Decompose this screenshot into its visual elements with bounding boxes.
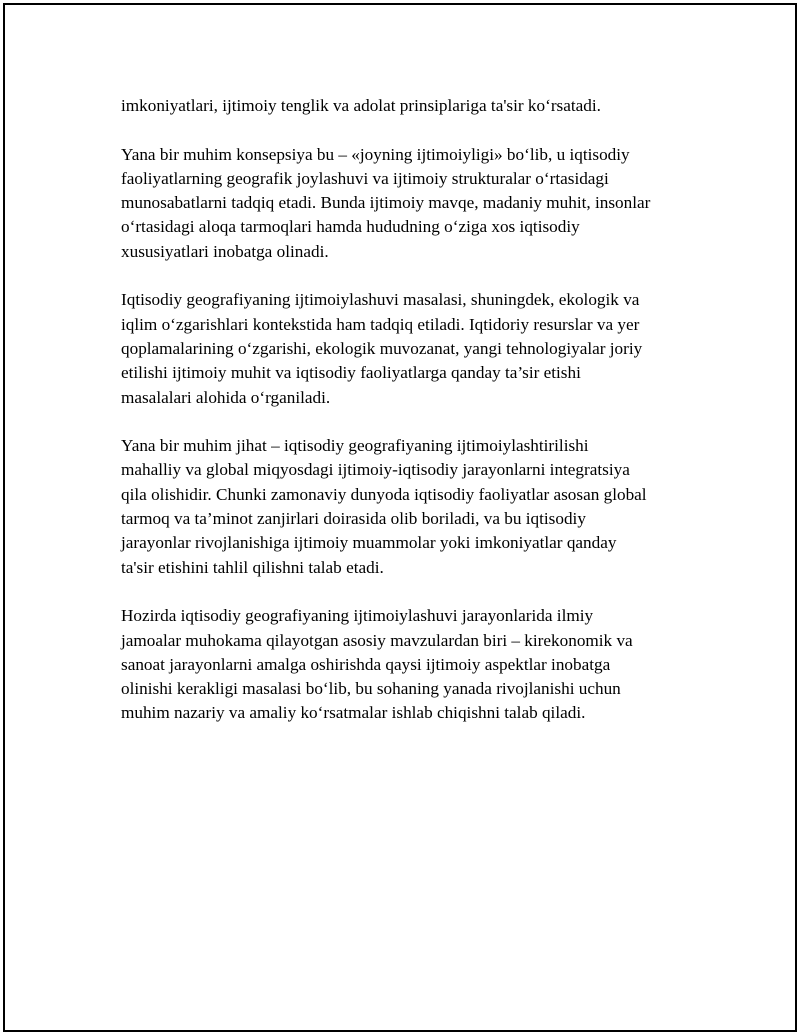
- text-line: muhim nazariy va amaliy ko‘rsatmalar ishlab chiqishni talab qiladi.: [121, 703, 586, 723]
- text-line: tarmoq va ta’minot zanjirlari doirasida olib boriladi, va bu iqtisodiy: [121, 509, 586, 529]
- text-line: masalalari alohida o‘rganiladi.: [121, 387, 331, 407]
- document-body: [121, 94, 701, 750]
- text-line: qila olishidir. Chunki zamonaviy dunyoda iqtisodiy faoliyatlar asosan global: [121, 484, 647, 504]
- text-line: Iqtisodiy geografiyaning ijtimoiylashuvi masalasi, shuningdek, ekologik va: [121, 290, 640, 310]
- text-line: jarayonlar rivojlanishiga ijtimoiy muammolar yoki imkoniyatlar qanday: [121, 533, 617, 553]
- text-line: ta'sir etishini tahlil qilishni talab etadi.: [121, 557, 384, 577]
- document-page: [3, 3, 797, 1032]
- text-line: o‘rtasidagi aloqa tarmoqlari hamda hududning o‘ziga xos iqtisodiy: [121, 217, 580, 237]
- text-line: sanoat jarayonlarni amalga oshirishda qaysi ijtimoiy aspektlar inobatga: [121, 654, 611, 674]
- text-line: olinishi kerakligi masalasi bo‘lib, bu sohaning yanada rivojlanishi uchun: [121, 679, 621, 699]
- text-line: xususiyatlari inobatga olinadi.: [121, 241, 329, 261]
- text-line: mahalliy va global miqyosdagi ijtimoiy-iqtisodiy jarayonlarni integratsiya: [121, 460, 630, 480]
- paragraph-4: [121, 434, 701, 580]
- paragraph-5: [121, 604, 701, 725]
- text-line: munosabatlarni tadqiq etadi. Bunda ijtimoiy mavqe, madaniy muhit, insonlar: [121, 193, 651, 213]
- text-line: jamoalar muhokama qilayotgan asosiy mavzulardan biri – kirekonomik va: [121, 630, 633, 650]
- paragraph-3: [121, 288, 701, 409]
- text-line: Yana bir muhim jihat – iqtisodiy geografiyaning ijtimoiylashtirilishi: [121, 436, 589, 456]
- paragraph-2: [121, 143, 701, 264]
- paragraph-1: [121, 94, 701, 118]
- text-line: imkoniyatlari, ijtimoiy tenglik va adolat prinsiplariga ta'sir ko‘rsatadi.: [121, 96, 601, 115]
- text-line: etilishi ijtimoiy muhit va iqtisodiy faoliyatlarga qanday ta’sir etishi: [121, 363, 581, 383]
- text-line: Hozirda iqtisodiy geografiyaning ijtimoiylashuvi jarayonlarida ilmiy: [121, 606, 594, 626]
- text-line: iqlim o‘zgarishlari kontekstida ham tadqiq etiladi. Iqtidoriy resurslar va yer: [121, 314, 640, 334]
- text-line: Yana bir muhim konsepsiya bu – «joyning ijtimoiyligi» bo‘lib, u iqtisodiy: [121, 144, 630, 164]
- text-line: faoliyatlarning geografik joylashuvi va ijtimoiy strukturalar o‘rtasidagi: [121, 168, 609, 188]
- text-line: qoplamalarining o‘zgarishi, ekologik muvozanat, yangi tehnologiyalar joriy: [121, 338, 643, 358]
